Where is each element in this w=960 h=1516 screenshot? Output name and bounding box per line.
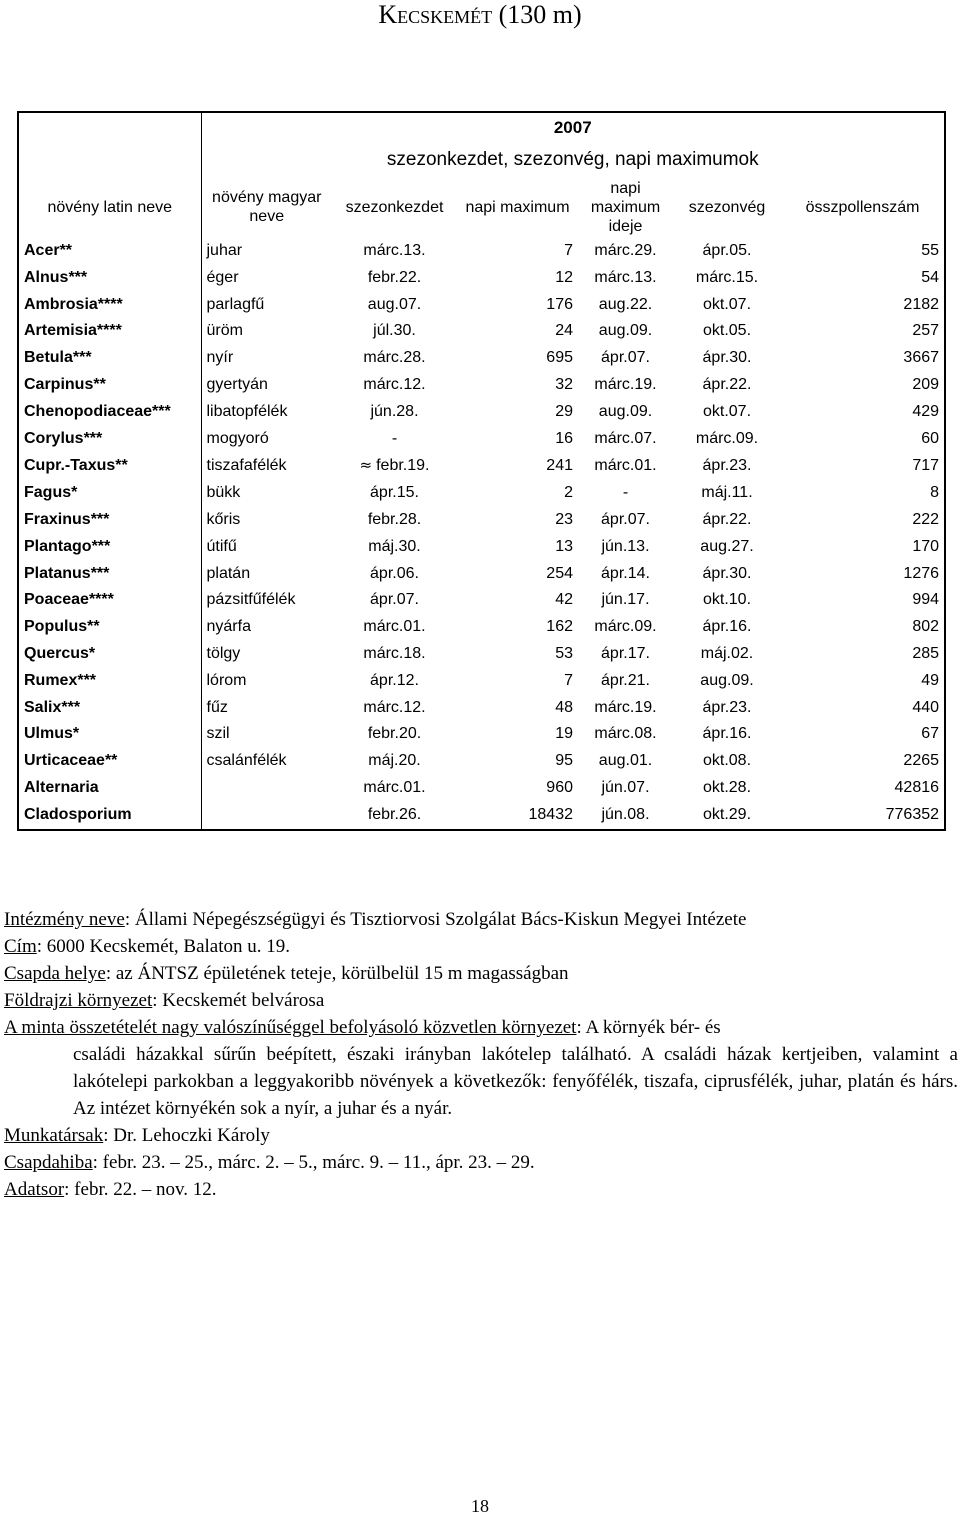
cell-daily-max-date: ápr.21. (601, 671, 650, 689)
column-header-hungarian: növény magyar neve (201, 176, 332, 238)
cell-season-end: okt.07. (702, 402, 752, 420)
cell-hungarian-name: nyárfa (201, 614, 332, 641)
table-row (18, 426, 945, 453)
cell-season-end: márc.15. (695, 268, 759, 286)
cell-season-start: febr.22. (367, 268, 422, 286)
cell-season-end: aug.09. (700, 671, 754, 689)
cell-season-end: márc.09. (695, 429, 759, 447)
year-header: 2007 (553, 118, 592, 138)
column-header-daily-max-date: napi maximum ideje (590, 179, 661, 235)
cell-hungarian-name: kőris (201, 507, 332, 534)
cell-daily-max: 7 (564, 671, 573, 689)
column-header-daily-max: napi maximum (465, 198, 570, 216)
cell-season-end: okt.05. (702, 322, 752, 340)
cell-daily-max-date: aug.01. (598, 752, 653, 770)
cell-daily-max-date: aug.09. (598, 402, 653, 420)
page-title (0, 0, 960, 30)
address-value: : 6000 Kecskemét, Balaton u. 19. (36, 936, 291, 957)
cell-latin-name: Chenopodiaceae*** (24, 402, 171, 420)
cell-total-pollen: 60 (921, 429, 940, 447)
table-row (18, 507, 945, 534)
cell-hungarian-name: juhar (201, 238, 332, 265)
cell-daily-max-date: jún.08. (601, 805, 650, 823)
cell-season-start: febr.26. (367, 805, 422, 823)
cell-hungarian-name (201, 775, 332, 802)
title-city: Kecskemét (378, 0, 493, 29)
cell-hungarian-name: tölgy (201, 641, 332, 668)
table-row (18, 534, 945, 561)
cell-latin-name: Fraxinus*** (24, 510, 110, 528)
cell-hungarian-name: útifű (201, 534, 332, 561)
cell-daily-max: 12 (555, 268, 573, 286)
title-elevation: (130 m) (492, 0, 582, 29)
table-row (18, 802, 945, 830)
data-range-value: : febr. 22. – nov. 12. (64, 1179, 217, 1200)
approx-symbol: ≈ (359, 456, 373, 475)
cell-season-start: márc.01. (363, 618, 426, 636)
cell-hungarian-name (201, 802, 332, 830)
cell-daily-max: 13 (555, 537, 573, 555)
cell-season-end: okt.08. (702, 752, 752, 770)
table-row (18, 614, 945, 641)
cell-daily-max: 95 (555, 752, 573, 770)
table-row (18, 372, 945, 399)
pollen-season-table (17, 111, 946, 831)
cell-season-start: márc.12. (363, 375, 426, 393)
cell-season-start: márc.28. (363, 349, 426, 367)
table-row (18, 345, 945, 372)
cell-latin-name: Ulmus* (24, 725, 80, 743)
cell-daily-max: 176 (546, 295, 573, 313)
cell-hungarian-name: üröm (201, 318, 332, 345)
cell-season-end: ápr.16. (702, 725, 752, 743)
cell-total-pollen: 776352 (885, 805, 940, 823)
cell-season-end: ápr.23. (702, 456, 752, 474)
cell-hungarian-name: libatopfélék (201, 399, 332, 426)
cell-latin-name: Plantago*** (24, 537, 111, 555)
cell-daily-max-date: ápr.07. (601, 510, 650, 528)
cell-season-start: máj.20. (368, 752, 421, 770)
cell-daily-max-date: márc.13. (594, 268, 657, 286)
cell-hungarian-name: tiszafafélék (201, 452, 332, 480)
cell-daily-max-date: márc.07. (594, 429, 657, 447)
data-range-label: Adatsor (4, 1179, 65, 1200)
cell-hungarian-name: nyír (201, 345, 332, 372)
cell-latin-name: Rumex*** (24, 671, 97, 689)
cell-latin-name: Platanus*** (24, 564, 110, 582)
table-row (18, 292, 945, 319)
cell-daily-max: 695 (546, 349, 573, 367)
column-header-season-end: szezonvég (688, 198, 766, 216)
cell-latin-name: Alternaria (24, 778, 99, 796)
cell-latin-name: Populus** (24, 618, 100, 636)
cell-daily-max-date: márc.19. (594, 698, 657, 716)
cell-total-pollen: 2182 (903, 295, 940, 313)
cell-hungarian-name: éger (201, 265, 332, 292)
cell-season-start: ápr.12. (370, 671, 419, 689)
cell-daily-max: 23 (555, 510, 573, 528)
cell-total-pollen: 67 (921, 725, 940, 743)
cell-latin-name: Artemisia**** (24, 322, 122, 340)
cell-season-start: márc.18. (363, 644, 426, 662)
cell-season-end: okt.29. (702, 805, 752, 823)
cell-season-end: okt.28. (702, 778, 752, 796)
cell-season-end: okt.07. (702, 295, 752, 313)
cell-latin-name: Urticaceae** (24, 752, 118, 770)
cell-total-pollen: 1276 (903, 564, 940, 582)
cell-daily-max: 7 (564, 242, 573, 259)
cell-total-pollen: 209 (912, 375, 940, 393)
cell-daily-max-date: márc.29. (594, 242, 657, 259)
cell-season-start: febr.20. (367, 725, 422, 743)
table-row (18, 587, 945, 614)
table-row (18, 265, 945, 292)
cell-latin-name: Fagus* (24, 484, 78, 502)
cell-season-end: ápr.16. (702, 618, 752, 636)
cell-total-pollen: 222 (912, 510, 940, 528)
cell-daily-max: 19 (555, 725, 573, 743)
cell-daily-max: 32 (555, 375, 573, 393)
cell-season-end: ápr.05. (702, 242, 752, 259)
cell-daily-max-date: márc.09. (594, 618, 657, 636)
geo-environment-label: Földrajzi környezet (4, 990, 153, 1011)
table-row (18, 238, 945, 265)
cell-total-pollen: 257 (912, 322, 940, 340)
cell-season-end: ápr.30. (702, 564, 752, 582)
table-subtitle: szezonkezdet, szezonvég, napi maximumok (386, 148, 759, 170)
column-header-total: összpollenszám (805, 198, 920, 216)
cell-latin-name: Poaceae**** (24, 591, 114, 609)
cell-total-pollen: 55 (921, 242, 940, 259)
trap-location-label: Csapda helye (4, 963, 106, 984)
table-row (18, 561, 945, 588)
table-row (18, 318, 945, 345)
cell-total-pollen: 3667 (903, 349, 940, 367)
cell-daily-max-date: aug.22. (598, 295, 653, 313)
corner-cell (18, 112, 201, 144)
staff-value: : Dr. Lehoczki Károly (103, 1125, 270, 1146)
geo-environment-value: : Kecskemét belvárosa (152, 990, 325, 1011)
cell-hungarian-name: gyertyán (201, 372, 332, 399)
cell-season-end: ápr.30. (702, 349, 752, 367)
surroundings-label: A minta összetételét nagy valószínűséggel befolyásoló közvetlen környezet (4, 1017, 577, 1038)
corner-cell (18, 144, 201, 176)
cell-daily-max: 48 (555, 698, 573, 716)
page-number: 18 (471, 1496, 489, 1516)
cell-total-pollen: 170 (912, 537, 940, 555)
cell-hungarian-name: bükk (201, 480, 332, 507)
cell-season-end: máj.11. (701, 484, 753, 502)
cell-latin-name: Ambrosia**** (24, 295, 123, 313)
cell-latin-name: Cladosporium (24, 805, 132, 823)
cell-daily-max-date: ápr.07. (601, 349, 650, 367)
cell-total-pollen: 717 (912, 456, 940, 474)
cell-season-start: márc.01. (363, 778, 426, 796)
table-row (18, 748, 945, 775)
cell-total-pollen: 2265 (903, 752, 940, 770)
column-header-latin: növény latin neve (47, 198, 173, 216)
staff-label: Munkatársak (4, 1125, 104, 1146)
table-row (18, 721, 945, 748)
cell-season-end: máj.02. (700, 644, 754, 662)
cell-latin-name: Quercus* (24, 644, 96, 662)
cell-season-start: márc.12. (363, 698, 426, 716)
cell-daily-max: 18432 (528, 805, 573, 823)
cell-season-end: ápr.23. (702, 698, 752, 716)
cell-season-start: ápr.07. (370, 591, 419, 609)
cell-season-start: ápr.15. (370, 484, 419, 502)
cell-daily-max-date: márc.01. (594, 456, 657, 474)
cell-daily-max-date: ápr.17. (601, 644, 650, 662)
cell-daily-max: 16 (555, 429, 573, 447)
cell-total-pollen: 994 (912, 591, 940, 609)
trap-outage-label: Csapdahiba (4, 1152, 93, 1173)
cell-hungarian-name: pázsitfűfélék (201, 587, 332, 614)
cell-total-pollen: 54 (921, 268, 940, 286)
institution-label: Intézmény neve (4, 909, 125, 930)
table-row (18, 695, 945, 722)
address-label: Cím (4, 936, 37, 957)
cell-latin-name: Cupr.-Taxus** (24, 456, 128, 474)
cell-season-start: máj.30. (368, 537, 421, 555)
cell-daily-max-date: márc.08. (594, 725, 657, 743)
cell-daily-max: 53 (555, 644, 573, 662)
cell-hungarian-name: lórom (201, 668, 332, 695)
table-row (18, 775, 945, 802)
season-start-value: febr.19. (376, 457, 430, 475)
cell-daily-max: 241 (546, 456, 573, 474)
cell-daily-max-date: aug.09. (598, 322, 653, 340)
cell-season-end: ápr.22. (702, 510, 752, 528)
surroundings-value-first: : A környék bér- és (576, 1017, 721, 1038)
table-row (18, 641, 945, 668)
trap-location-value: : az ÁNTSZ épületének teteje, körülbelül 15 m magasságban (105, 963, 569, 984)
cell-daily-max-date: márc.19. (594, 375, 657, 393)
cell-total-pollen: 802 (912, 618, 940, 636)
cell-hungarian-name: csalánfélék (201, 748, 332, 775)
cell-daily-max-date: ápr.14. (601, 564, 650, 582)
trap-outage-value: : febr. 23. – 25., márc. 2. – 5., márc. 9. – 11., ápr. 23. – 29. (92, 1152, 535, 1173)
cell-hungarian-name: parlagfű (201, 292, 332, 319)
cell-daily-max-date: - (622, 484, 629, 502)
cell-daily-max: 24 (555, 322, 573, 340)
cell-daily-max: 960 (546, 778, 573, 796)
cell-daily-max: 2 (564, 484, 573, 502)
cell-daily-max-date: jún.07. (601, 778, 650, 796)
cell-season-start: júl.30. (373, 322, 416, 340)
cell-season-start: márc.13. (363, 242, 426, 259)
cell-season-start: ápr.06. (370, 564, 419, 582)
cell-daily-max: 42 (555, 591, 573, 609)
cell-total-pollen: 8 (930, 484, 940, 502)
cell-hungarian-name: szil (201, 721, 332, 748)
institution-value: : Állami Népegészségügyi és Tisztiorvosi Szolgálat Bács-Kiskun Megyei Intézete (124, 909, 747, 930)
cell-daily-max-date: jún.17. (601, 591, 650, 609)
cell-latin-name: Acer** (24, 242, 73, 259)
cell-total-pollen: 429 (912, 402, 940, 420)
cell-daily-max: 29 (555, 402, 573, 420)
cell-total-pollen: 285 (912, 644, 940, 662)
cell-total-pollen: 49 (921, 671, 940, 689)
cell-total-pollen: 42816 (894, 778, 940, 796)
cell-season-start: aug.07. (367, 295, 422, 313)
cell-hungarian-name: platán (201, 561, 332, 588)
surroundings-value-rest: családi házakkal sűrűn beépített, északi irányban lakótelep található. A családi házak kertjeiben, valamint a lakótelepi parkokban a leggyakoribb növények a következők: fenyőfélék, tiszafa, ciprusfélék, juhar, platán és hárs. Az intézet környékén sok a nyír, a juhar és a nyár. (73, 1044, 958, 1119)
cell-total-pollen: 440 (912, 698, 940, 716)
cell-season-end: ápr.22. (702, 375, 752, 393)
cell-latin-name: Betula*** (24, 349, 92, 367)
column-header-season-start: szezonkezdet (345, 198, 444, 216)
table-row (18, 668, 945, 695)
cell-season-end: aug.27. (700, 537, 754, 555)
cell-latin-name: Carpinus** (24, 375, 106, 393)
table-row (18, 452, 945, 480)
cell-hungarian-name: mogyoró (201, 426, 332, 453)
cell-daily-max: 162 (546, 618, 573, 636)
cell-daily-max: 254 (546, 564, 573, 582)
cell-season-start: - (391, 429, 398, 447)
cell-daily-max-date: jún.13. (601, 537, 650, 555)
cell-latin-name: Alnus*** (24, 268, 88, 286)
cell-latin-name: Corylus*** (24, 429, 103, 447)
cell-latin-name: Salix*** (24, 698, 81, 716)
cell-season-start: febr.28. (367, 510, 422, 528)
cell-season-start (332, 452, 457, 480)
table-row (18, 480, 945, 507)
station-info (4, 906, 958, 1203)
cell-hungarian-name: fűz (201, 695, 332, 722)
cell-season-start: jún.28. (370, 402, 419, 420)
cell-season-end: okt.10. (702, 591, 752, 609)
table-row (18, 399, 945, 426)
